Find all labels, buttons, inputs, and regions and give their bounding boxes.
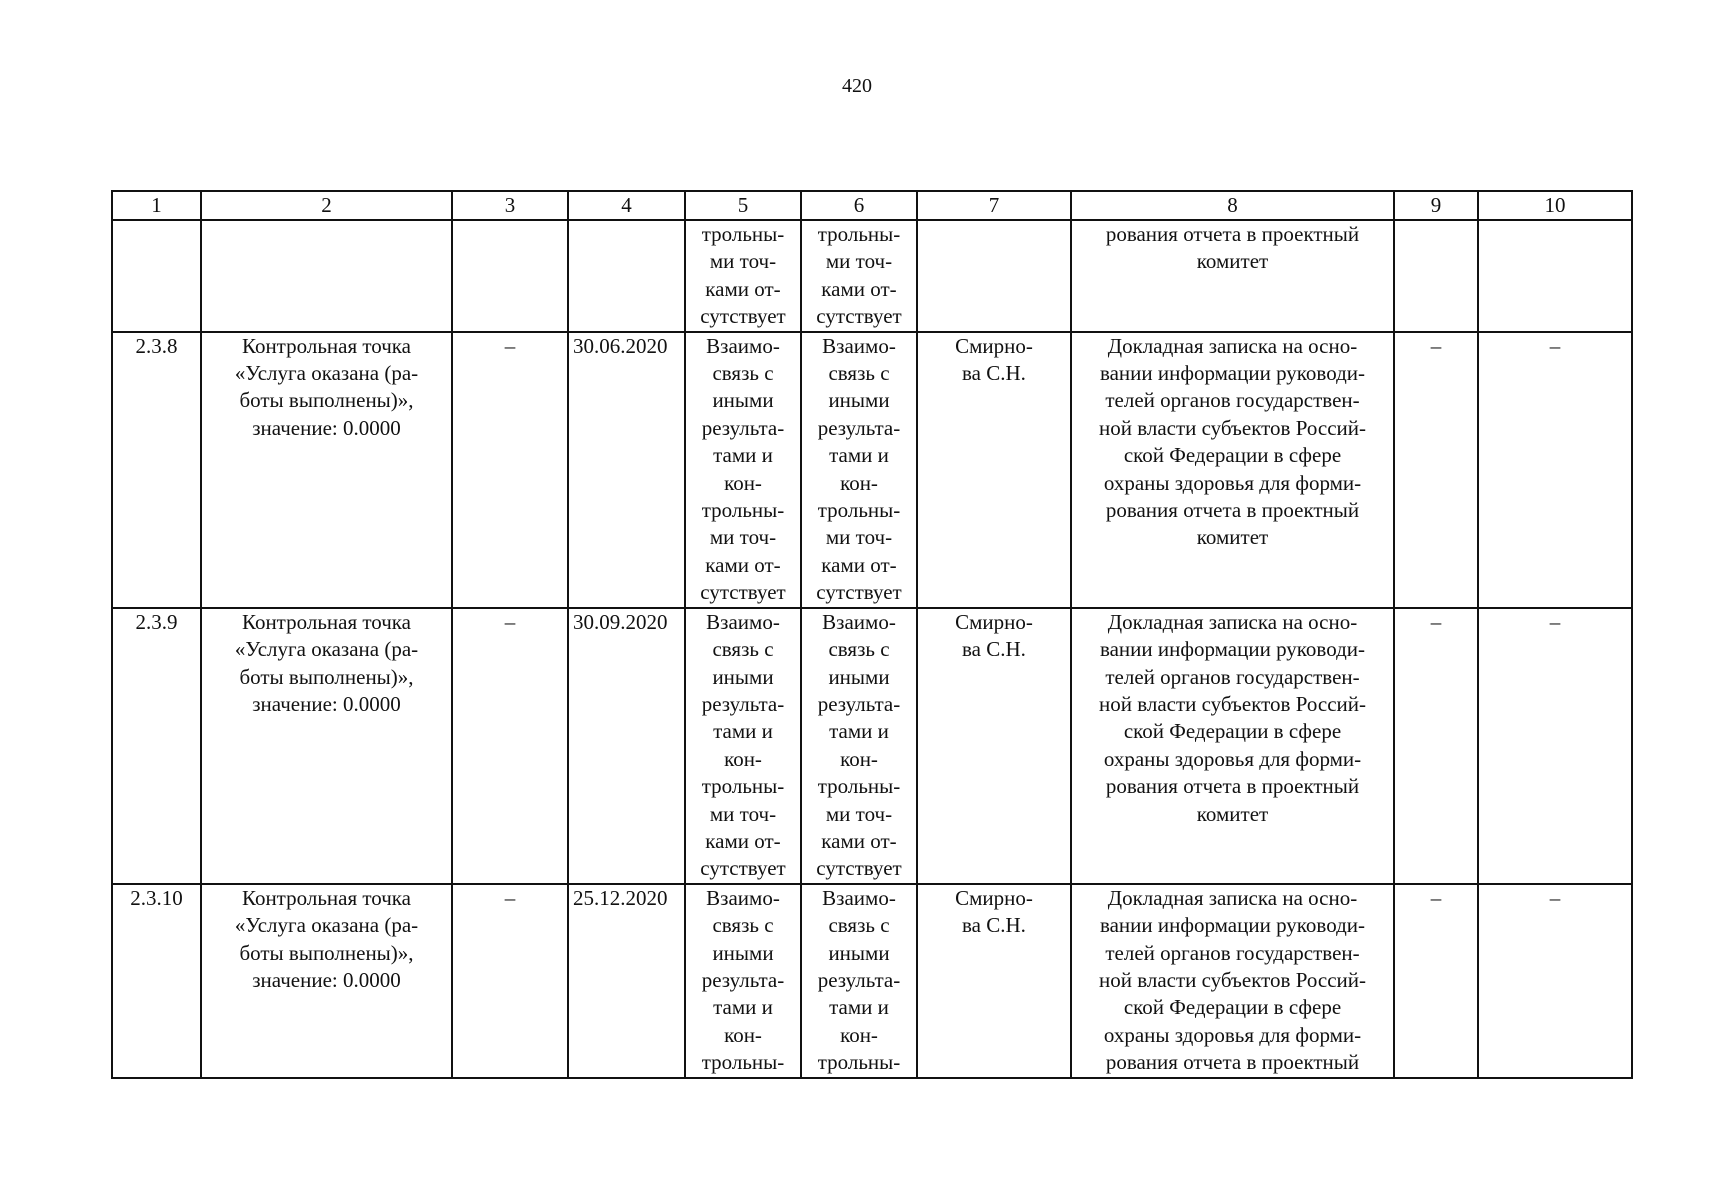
- cell-col9: –: [1394, 608, 1478, 884]
- relation-col6: Взаимо- связь с иными результа- тами и кон- трольны-: [801, 884, 917, 1078]
- cell-col10: –: [1478, 884, 1632, 1078]
- responsible-person: Смирно- ва С.Н.: [917, 608, 1071, 884]
- cell-col10: –: [1478, 332, 1632, 608]
- responsible-person: [917, 220, 1071, 332]
- relation-col5: трольны- ми точ- ками от- сутствует: [685, 220, 801, 332]
- column-header: 6: [801, 191, 917, 220]
- table-row: [112, 608, 1632, 884]
- supporting-document: рования отчета в проектный комитет: [1071, 220, 1394, 332]
- supporting-document: Докладная записка на осно- вании информации руководи- телей органов государствен- ной власти субъектов Россий- ской Федерации в сфере охраны здоровья для форми- рования отчета в проектный комитет: [1071, 608, 1394, 884]
- column-header: 3: [452, 191, 568, 220]
- relation-col5: Взаимо- связь с иными результа- тами и кон- трольны- ми точ- ками от- сутствует: [685, 332, 801, 608]
- cell-col10: [1478, 220, 1632, 332]
- column-header: 2: [201, 191, 452, 220]
- cell-col9: –: [1394, 884, 1478, 1078]
- cell-col3: [452, 220, 568, 332]
- due-date: 25.12.2020: [568, 884, 685, 1078]
- column-header: 7: [917, 191, 1071, 220]
- relation-col6: трольны- ми точ- ками от- сутствует: [801, 220, 917, 332]
- relation-col6: Взаимо- связь с иными результа- тами и кон- трольны- ми точ- ками от- сутствует: [801, 332, 917, 608]
- relation-col5: Взаимо- связь с иными результа- тами и кон- трольны-: [685, 884, 801, 1078]
- milestone-name: Контрольная точка «Услуга оказана (ра- боты выполнены)», значение: 0.0000: [201, 332, 452, 608]
- responsible-person: Смирно- ва С.Н.: [917, 884, 1071, 1078]
- milestone-table: [111, 190, 1633, 1079]
- row-number: [112, 220, 201, 332]
- milestone-name: Контрольная точка «Услуга оказана (ра- боты выполнены)», значение: 0.0000: [201, 608, 452, 884]
- row-number: 2.3.8: [112, 332, 201, 608]
- table-row: [112, 220, 1632, 332]
- cell-col3: –: [452, 608, 568, 884]
- table-row: [112, 884, 1632, 1078]
- column-header: 9: [1394, 191, 1478, 220]
- column-header: 1: [112, 191, 201, 220]
- milestone-name: Контрольная точка «Услуга оказана (ра- боты выполнены)», значение: 0.0000: [201, 884, 452, 1078]
- responsible-person: Смирно- ва С.Н.: [917, 332, 1071, 608]
- column-header: 5: [685, 191, 801, 220]
- table-header-row: [112, 191, 1632, 220]
- relation-col6: Взаимо- связь с иными результа- тами и кон- трольны- ми точ- ками от- сутствует: [801, 608, 917, 884]
- page-number: 420: [842, 75, 872, 97]
- due-date: [568, 220, 685, 332]
- relation-col5: Взаимо- связь с иными результа- тами и кон- трольны- ми точ- ками от- сутствует: [685, 608, 801, 884]
- cell-col10: –: [1478, 608, 1632, 884]
- milestone-name: [201, 220, 452, 332]
- row-number: 2.3.9: [112, 608, 201, 884]
- column-header: 10: [1478, 191, 1632, 220]
- supporting-document: Докладная записка на осно- вании информации руководи- телей органов государствен- ной власти субъектов Россий- ской Федерации в сфере охраны здоровья для форми- рования отчета в проектный комитет: [1071, 332, 1394, 608]
- row-number: 2.3.10: [112, 884, 201, 1078]
- cell-col3: –: [452, 884, 568, 1078]
- column-header: 4: [568, 191, 685, 220]
- cell-col9: –: [1394, 332, 1478, 608]
- supporting-document: Докладная записка на осно- вании информации руководи- телей органов государствен- ной власти субъектов Россий- ской Федерации в сфере охраны здоровья для форми- рования отчета в проектный: [1071, 884, 1394, 1078]
- cell-col9: [1394, 220, 1478, 332]
- cell-col3: –: [452, 332, 568, 608]
- column-header: 8: [1071, 191, 1394, 220]
- due-date: 30.09.2020: [568, 608, 685, 884]
- table-row: [112, 332, 1632, 608]
- due-date: 30.06.2020: [568, 332, 685, 608]
